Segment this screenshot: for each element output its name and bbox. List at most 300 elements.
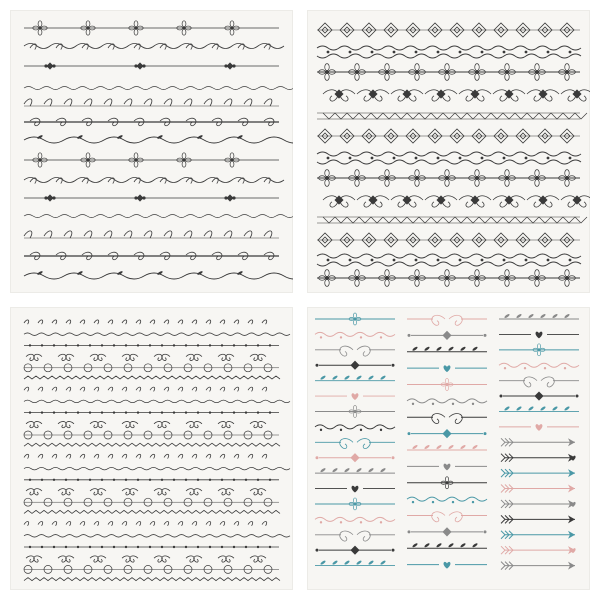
scroll-curl: [425, 90, 440, 101]
dot-ornament: [569, 51, 572, 54]
scroll-curl: [476, 196, 491, 207]
zigzag-stitch: [479, 217, 491, 223]
scroll-curl: [323, 196, 338, 207]
rosette-petal: [415, 179, 419, 186]
rosette-petal: [535, 73, 539, 80]
leaf-ornament: [472, 346, 478, 351]
scroll-curl: [98, 421, 106, 427]
dot-ornament: [547, 157, 550, 160]
leaf-ornament: [448, 444, 454, 449]
wave-stroke: [317, 254, 581, 258]
dot-ornament: [53, 411, 55, 413]
rosette-center: [475, 70, 479, 74]
scroll-curl: [357, 531, 370, 541]
scroll-curl: [122, 354, 130, 360]
scroll-curl: [26, 489, 34, 495]
rosette-petal: [445, 270, 449, 277]
scroll-curl: [154, 489, 162, 495]
leaf-ornament: [412, 444, 418, 449]
zigzag-stitch: [491, 217, 503, 223]
dot-ornament: [173, 411, 175, 413]
rosette-center: [385, 276, 389, 280]
rosette-petal: [38, 29, 42, 35]
dot-ornament: [41, 344, 43, 346]
decorative-border-row: [24, 431, 279, 439]
zigzag-border: [24, 376, 280, 379]
rosette-petal: [182, 153, 186, 159]
heart-ornament: [536, 332, 543, 339]
scroll-curl: [122, 489, 130, 495]
diamond-ornament: [227, 195, 233, 201]
lace-border-row: [317, 217, 587, 223]
rosette-petal: [182, 161, 186, 167]
zigzag-stitch: [359, 113, 371, 119]
flourish-divider-row: [24, 87, 293, 90]
heart-ornament: [444, 365, 451, 372]
dot-ornament: [149, 479, 151, 481]
rosette-petal: [182, 29, 186, 35]
scroll-curl: [26, 421, 34, 427]
scroll-curl: [194, 354, 202, 360]
scroll-curl: [90, 556, 98, 562]
dot-ornament: [360, 336, 362, 338]
rosette-petal: [535, 64, 539, 71]
dot-ornament: [269, 479, 271, 481]
scroll-curl: [258, 421, 266, 427]
rosette-petal: [325, 270, 329, 277]
scroll-curl: [26, 556, 34, 562]
dot-ornament: [221, 344, 223, 346]
dot-ornament: [245, 344, 247, 346]
scroll-curl: [258, 354, 266, 360]
scroll-curl: [218, 489, 226, 495]
dot-ornament: [269, 411, 271, 413]
leaf-ornament: [412, 346, 418, 351]
scroll-curl: [98, 489, 106, 495]
flourish-divider-row: [24, 134, 293, 143]
scroll-curl: [218, 556, 226, 562]
rosette-center: [355, 176, 359, 180]
rosette-petal: [535, 279, 539, 286]
zigzag-stitch: [467, 113, 479, 119]
dot-ornament: [41, 411, 43, 413]
dot-ornament: [257, 411, 259, 413]
scroll-curl: [374, 90, 389, 101]
decorative-border-row: [24, 498, 279, 506]
curl-strokes: [24, 320, 267, 324]
scroll-curl: [250, 354, 258, 360]
flourish-dividers-panel: [10, 10, 293, 293]
wave-stroke: [315, 517, 395, 521]
dot-ornament: [65, 344, 67, 346]
decorative-border-row: [26, 556, 266, 562]
dot-ornament: [525, 157, 528, 160]
heart-ornament: [570, 456, 575, 461]
dot-ornament: [371, 51, 374, 54]
rosette-petal: [565, 179, 569, 186]
rosette-petal: [505, 179, 509, 186]
scroll-curl: [58, 489, 66, 495]
dot-ornament: [503, 259, 506, 262]
diamond-ornament: [137, 63, 143, 69]
dot-ornament: [547, 51, 550, 54]
decorative-border-row: [24, 443, 280, 446]
zigzag-stitch: [407, 113, 419, 119]
scroll-curl: [66, 421, 74, 427]
rosette-center: [445, 70, 449, 74]
colored-dividers-svg: [307, 307, 590, 590]
dot-ornament: [484, 334, 487, 337]
rosette-center: [87, 159, 90, 162]
wave-stroke: [24, 87, 293, 90]
rosette-petal: [385, 64, 389, 71]
dot-ornament: [432, 501, 434, 503]
colored-divider-row: [315, 498, 395, 510]
flourish-divider-row: [24, 178, 284, 184]
rosette-petal: [353, 498, 356, 503]
arrow-fletching: [501, 469, 505, 477]
rosette-petal: [565, 64, 569, 71]
leaf-ornament: [356, 467, 362, 472]
wave-stroke: [317, 54, 581, 58]
wave-stroke: [24, 44, 284, 49]
rosette-petal: [537, 344, 540, 349]
leaf-ornament: [332, 375, 338, 380]
rosette-petal: [475, 279, 479, 286]
arrow-fletching: [501, 438, 505, 446]
dot-ornament: [503, 51, 506, 54]
flourish-divider-row: [24, 118, 279, 126]
colored-divider-row: [407, 543, 487, 549]
dot-ornament: [380, 521, 382, 523]
dot-ornament: [221, 546, 223, 548]
zigzag-border: [24, 443, 280, 446]
scroll-curl: [34, 421, 42, 427]
lace-border-row: [317, 64, 580, 81]
zigzag-stitch: [551, 217, 563, 223]
dot-ornament: [576, 395, 579, 398]
dot-ornament: [29, 344, 31, 346]
leaf-ornament: [368, 467, 374, 472]
rosette-center: [355, 276, 359, 280]
rosette-petal: [565, 170, 569, 177]
scroll-curl: [130, 556, 138, 562]
leaf-ornament: [344, 375, 350, 380]
colored-divider-row: [407, 315, 487, 325]
dot-ornament: [197, 411, 199, 413]
diamond-ornament: [443, 528, 451, 536]
rosette-petal: [535, 270, 539, 277]
scroll-curl: [544, 90, 559, 101]
dot-ornament: [137, 546, 139, 548]
zigzag-stitch: [383, 217, 395, 223]
scroll-curl: [357, 90, 372, 101]
leaf-ornament: [448, 346, 454, 351]
colored-divider-row: [499, 344, 579, 356]
scroll-curl: [258, 556, 266, 562]
zigzag-stitch: [431, 113, 443, 119]
rosette-petal: [415, 73, 419, 80]
dot-ornament: [77, 344, 79, 346]
leaf-ornament: [436, 346, 442, 351]
zigzag-border: [24, 510, 280, 513]
diamond-ornament: [47, 195, 53, 201]
flourish-divider-row: [24, 153, 279, 167]
wave-stroke: [315, 425, 395, 429]
rosette-petal: [415, 279, 419, 286]
scroll-curl: [527, 196, 542, 207]
colored-divider-row: [315, 332, 395, 338]
curl-strokes: [24, 99, 272, 106]
flourish-divider-row: [24, 215, 293, 218]
colored-divider-row: [501, 562, 575, 570]
rosette-petal: [475, 73, 479, 80]
dot-ornament: [327, 51, 330, 54]
decorative-border-row: [24, 376, 280, 379]
zigzag-stitch: [539, 113, 551, 119]
dot-ornament: [89, 479, 91, 481]
dot-ornament: [525, 259, 528, 262]
wave-stroke: [24, 467, 290, 470]
dot-ornament: [349, 157, 352, 160]
flourish-divider-row: [24, 195, 279, 201]
scroll-curl: [34, 556, 42, 562]
leaf-ornament: [320, 560, 326, 565]
scroll-curl: [90, 421, 98, 427]
zigzag-stitch: [431, 217, 443, 223]
rosette-petal: [445, 386, 448, 391]
dot-ornament: [65, 411, 67, 413]
scroll-curl: [449, 414, 462, 424]
dot-ornament: [360, 521, 362, 523]
dot-ornament: [173, 479, 175, 481]
scroll-curl: [58, 354, 66, 360]
rosette-petal: [38, 161, 42, 167]
scroll-curl: [449, 512, 462, 522]
heart-ornament: [352, 486, 359, 493]
wave-stroke: [317, 46, 581, 50]
scroll-curl: [154, 421, 162, 427]
wave-stroke: [499, 363, 579, 367]
leaf-ornament: [460, 444, 466, 449]
scroll-curl: [186, 489, 194, 495]
zigzag-stitch: [347, 113, 359, 119]
dot-ornament: [349, 259, 352, 262]
leaf-ornament: [460, 346, 466, 351]
scroll-curl: [154, 556, 162, 562]
scroll-curl: [340, 90, 355, 101]
rosette-petal: [355, 270, 359, 277]
colored-divider-row: [407, 444, 487, 450]
zigzag-stitch: [551, 113, 563, 119]
scroll-curl: [194, 421, 202, 427]
dot-ornament: [161, 411, 163, 413]
zigzag-stitch: [563, 217, 575, 223]
arrow-fletching: [501, 454, 505, 462]
colored-divider-row: [407, 497, 487, 503]
flourish-divider-row: [24, 21, 279, 35]
rosette-petal: [385, 270, 389, 277]
zigzag-stitch: [491, 113, 503, 119]
decorative-border-row: [24, 411, 279, 413]
dot-ornament: [569, 259, 572, 262]
rosette-center: [475, 176, 479, 180]
dot-ornament: [185, 411, 187, 413]
diamond-ornament: [443, 430, 451, 438]
leaf-ornament: [540, 313, 546, 318]
colored-divider-row: [315, 425, 395, 431]
rosette-petal: [565, 279, 569, 286]
dot-ornament: [197, 479, 199, 481]
lace-border-row: [317, 129, 580, 143]
dot-ornament: [525, 51, 528, 54]
colored-divider-row: [501, 515, 575, 523]
rosette-center: [385, 70, 389, 74]
rosette-center: [446, 482, 449, 485]
dot-ornament: [161, 479, 163, 481]
scroll-curl: [391, 196, 406, 207]
dot-ornament: [161, 344, 163, 346]
scroll-curl: [194, 556, 202, 562]
rosette-petal: [535, 179, 539, 186]
rosette-petal: [353, 505, 356, 510]
scroll-curl: [186, 556, 194, 562]
rosette-center: [445, 276, 449, 280]
dot-ornament: [41, 479, 43, 481]
dot-ornament: [245, 479, 247, 481]
scroll-curl: [524, 377, 537, 387]
flourish-divider-row: [24, 99, 279, 106]
decorative-border-row: [26, 489, 266, 495]
colored-divider-row: [499, 363, 579, 369]
dot-ornament: [472, 403, 474, 405]
arrow-fletching: [501, 546, 505, 554]
rosette-petal: [565, 73, 569, 80]
heart-ornament: [570, 548, 575, 553]
rosette-petal: [230, 161, 234, 167]
rosette-petal: [355, 73, 359, 80]
colored-divider-row: [499, 313, 579, 319]
dot-ornament: [209, 344, 211, 346]
flourish-divider-row: [24, 63, 279, 69]
heart-ornament: [352, 393, 359, 400]
rosette-petal: [353, 405, 356, 410]
wave-stroke: [24, 178, 284, 183]
rosette-center: [135, 27, 138, 30]
scroll-curl: [226, 421, 234, 427]
rosette-center: [87, 27, 90, 30]
dot-ornament: [452, 403, 454, 405]
colored-divider-row: [315, 313, 395, 325]
dot-ornament: [408, 334, 411, 337]
scroll-curl: [357, 346, 370, 356]
leaf-ornament: [356, 560, 362, 565]
dot-ornament: [320, 521, 322, 523]
scroll-curl: [432, 315, 445, 325]
lace-borders-svg: [307, 10, 590, 293]
dot-ornament: [564, 367, 566, 369]
dot-ornament: [340, 336, 342, 338]
colored-divider-row: [501, 454, 576, 462]
leaf-ornament: [516, 313, 522, 318]
colored-divider-row: [407, 365, 487, 372]
scroll-curl: [66, 556, 74, 562]
decorative-border-row: [24, 344, 279, 346]
dot-ornament: [380, 336, 382, 338]
dot-ornament: [412, 403, 414, 405]
dot-ornament: [65, 479, 67, 481]
lace-border-row: [317, 233, 580, 247]
scroll-curl: [90, 489, 98, 495]
dot-ornament: [327, 259, 330, 262]
rosette-petal: [182, 21, 186, 27]
dot-ornament: [77, 546, 79, 548]
rosette-petal: [475, 270, 479, 277]
leaf-ornament: [552, 313, 558, 318]
scroll-curl: [218, 354, 226, 360]
scroll-curl: [162, 421, 170, 427]
dot-ornament: [233, 344, 235, 346]
dot-ornament: [415, 51, 418, 54]
rosette-petal: [475, 179, 479, 186]
zigzag-stitch: [539, 217, 551, 223]
dot-ornament: [503, 157, 506, 160]
scroll-curl: [26, 354, 34, 360]
rosette-center: [325, 276, 329, 280]
curl-strokes: [24, 454, 267, 458]
curl-strokes: [24, 387, 267, 391]
leaf-ornament: [472, 543, 478, 548]
dot-ornament: [245, 546, 247, 548]
lace-border-row: [323, 90, 590, 101]
rosette-center: [446, 383, 449, 386]
leaf-ornament: [332, 560, 338, 565]
dot-ornament: [173, 546, 175, 548]
zigzag-stitch: [419, 113, 431, 119]
rosette-center: [415, 176, 419, 180]
dot-ornament: [524, 367, 526, 369]
zigzag-stitch: [575, 113, 587, 119]
dot-ornament: [221, 411, 223, 413]
lace-border-row: [317, 46, 581, 58]
scroll-curl: [476, 90, 491, 101]
leaf-ornament: [472, 444, 478, 449]
rosette-petal: [445, 64, 449, 71]
rosette-petal: [325, 64, 329, 71]
dot-ornament: [125, 344, 127, 346]
dot-ornament: [320, 336, 322, 338]
zigzag-stitch: [395, 217, 407, 223]
rosette-petal: [505, 64, 509, 71]
leaf-ornament: [424, 543, 430, 548]
dot-ornament: [89, 344, 91, 346]
decorative-border-row: [24, 565, 279, 573]
colored-divider-row: [408, 331, 487, 339]
scroll-curl: [186, 354, 194, 360]
colored-divider-row: [315, 560, 395, 566]
heart-ornament: [570, 502, 575, 507]
zigzag-stitch: [359, 217, 371, 223]
dot-ornament: [408, 432, 411, 435]
dot-ornament: [125, 479, 127, 481]
scroll-curl: [541, 377, 554, 387]
dot-ornament: [101, 546, 103, 548]
zigzag-stitch: [395, 113, 407, 119]
rosette-center: [505, 276, 509, 280]
rosette-center: [325, 176, 329, 180]
rosette-petal: [86, 153, 90, 159]
rosette-center: [565, 176, 569, 180]
